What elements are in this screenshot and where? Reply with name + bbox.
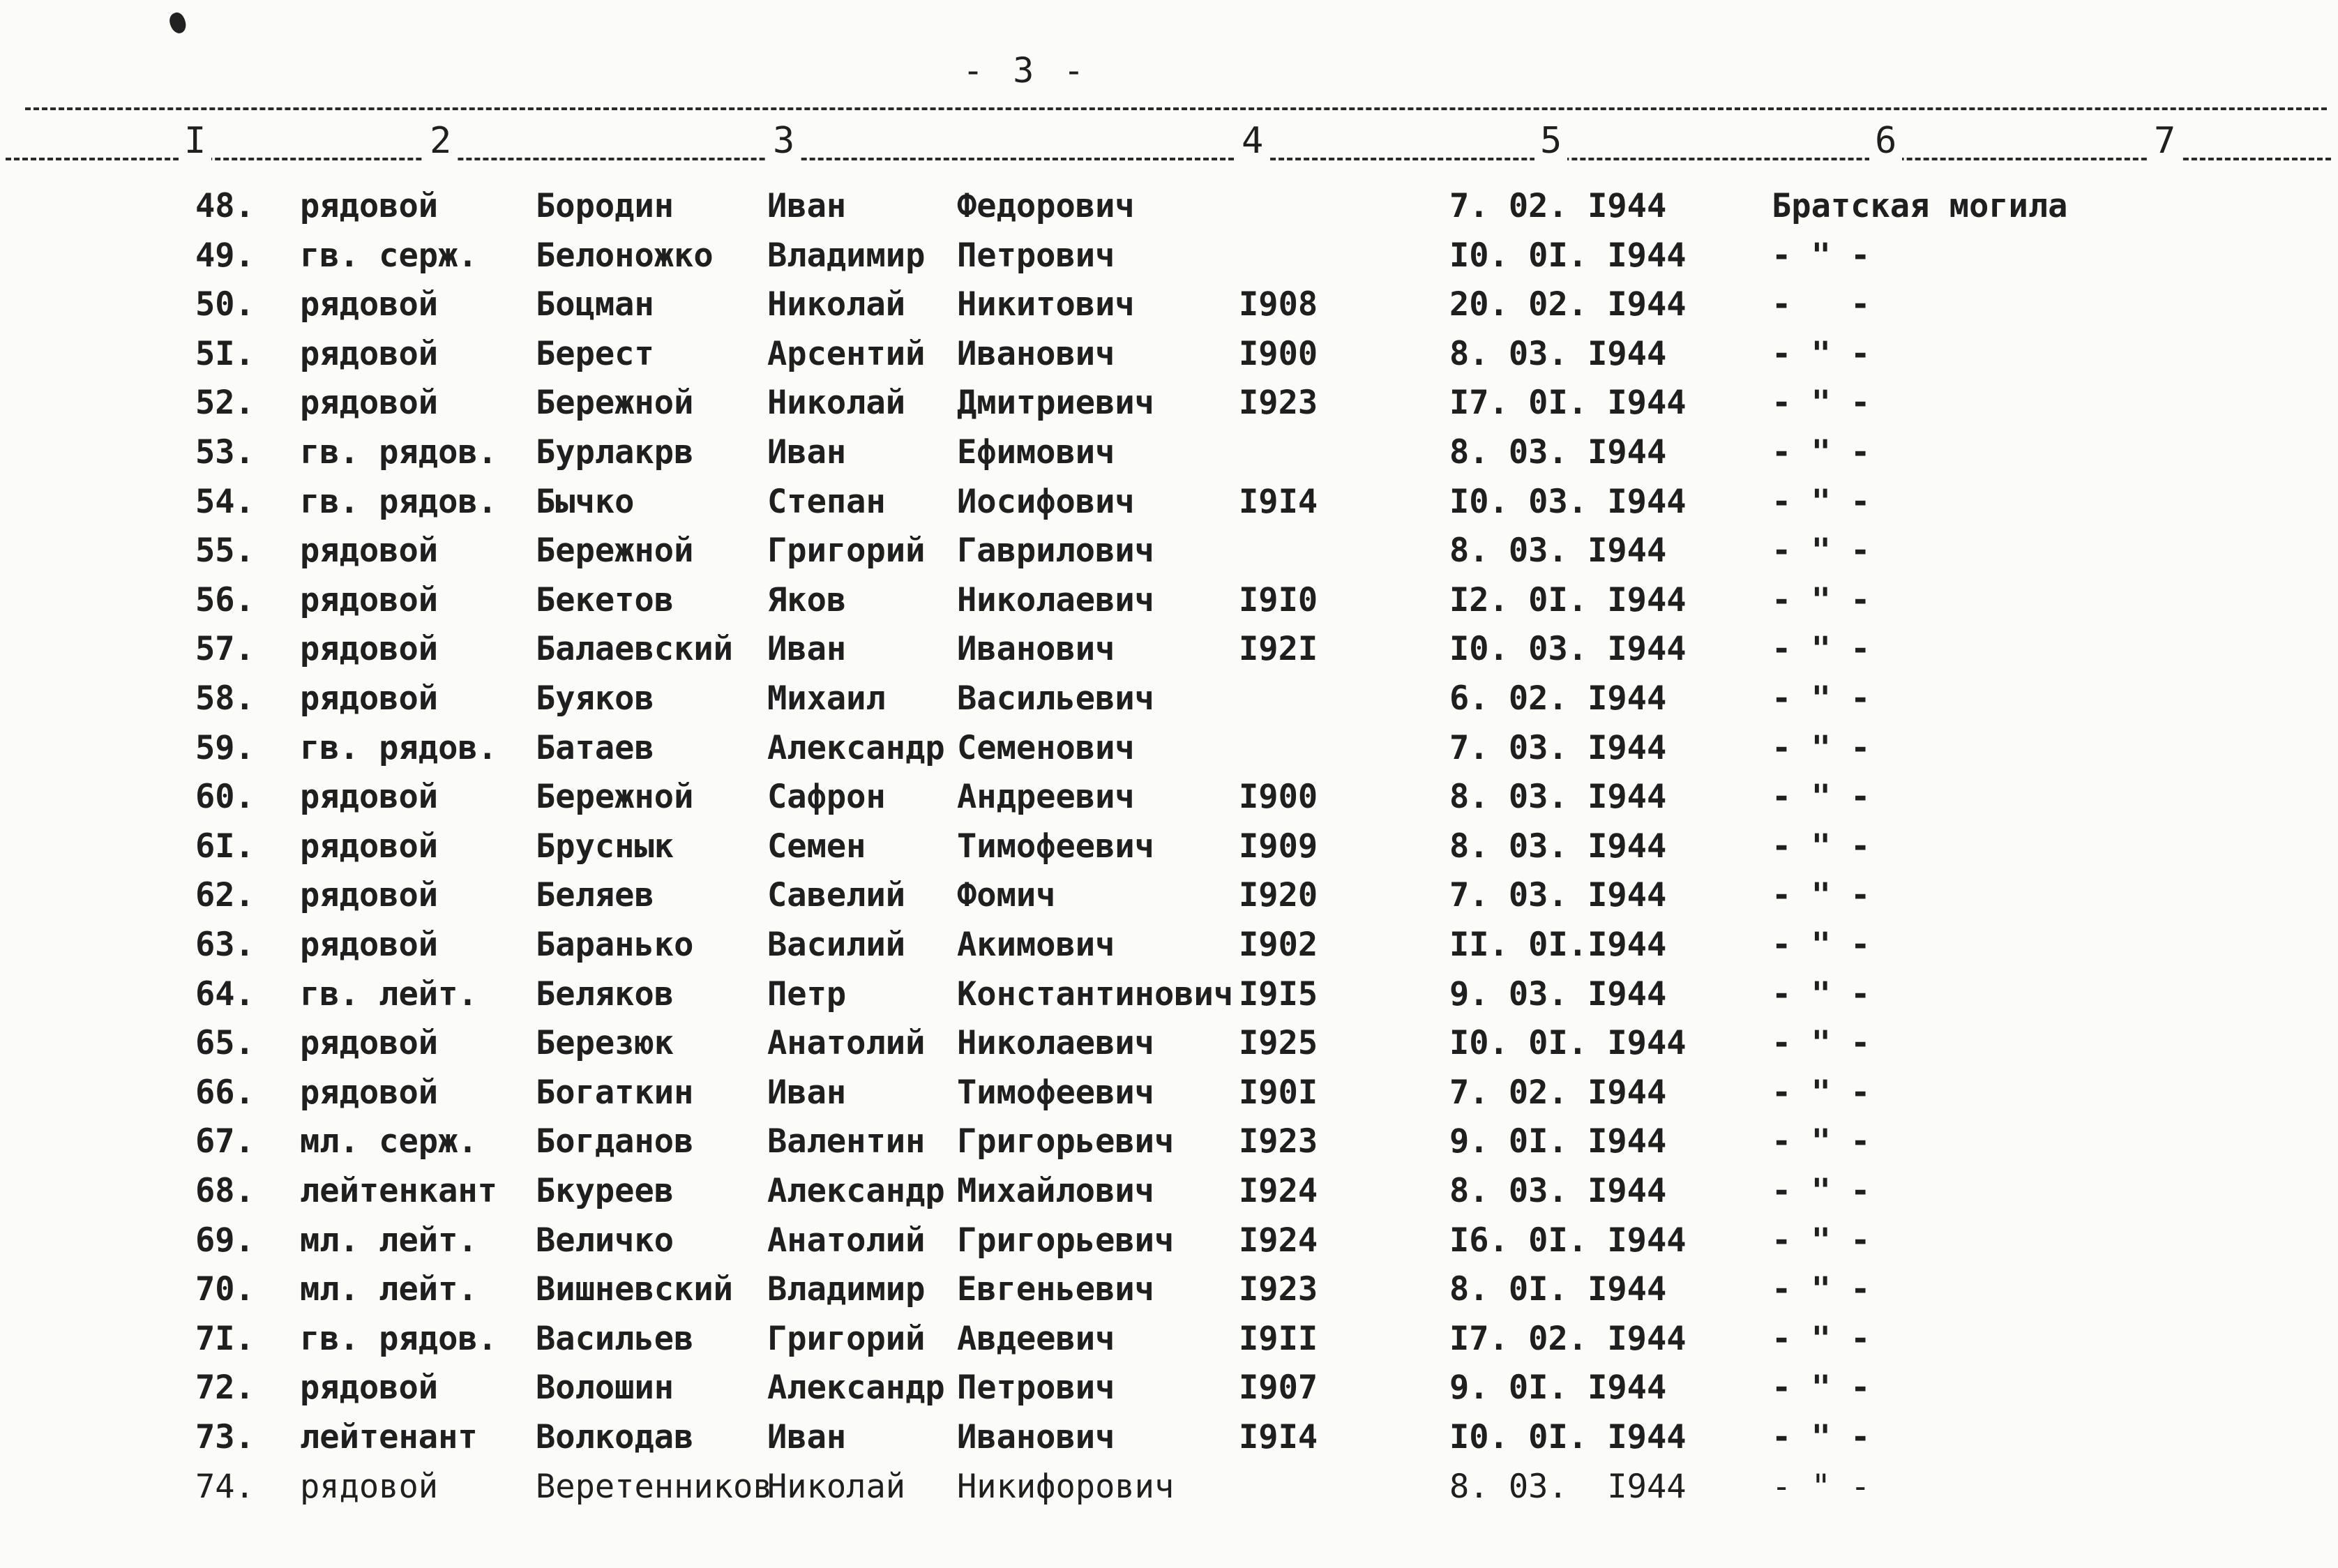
column-number-5: 5 (1534, 120, 1567, 162)
row-number: 56. (195, 581, 255, 619)
surname: Берест (536, 335, 654, 373)
birth-year: I9I5 (1239, 975, 1318, 1013)
death-date: I0. 0I. I944 (1449, 1024, 1687, 1062)
patronymic: Тимофеевич (957, 827, 1154, 866)
surname: Бкуреев (536, 1172, 674, 1210)
patronymic: Николаевич (957, 1024, 1154, 1062)
row-number: 53. (195, 433, 255, 472)
table-row (0, 630, 2338, 676)
rank: рядовой (300, 630, 439, 668)
table-row (0, 1073, 2338, 1120)
birth-year: I908 (1239, 285, 1318, 324)
rank: рядовой (300, 1468, 439, 1506)
burial-place: - " - (1772, 335, 1871, 373)
first-name: Арсентий (767, 335, 926, 373)
burial-place: - " - (1772, 236, 1871, 275)
surname: Бурлакрв (536, 433, 694, 472)
rank: гв. лейт. (300, 975, 478, 1013)
first-name: Иван (767, 187, 847, 225)
rank: рядовой (300, 581, 439, 619)
first-name: Иван (767, 630, 847, 668)
birth-year: I9I0 (1239, 581, 1318, 619)
rank: рядовой (300, 679, 439, 718)
first-name: Александр (767, 1369, 945, 1407)
death-date: 9. 0I. I944 (1449, 1369, 1667, 1407)
row-number: 55. (195, 532, 255, 570)
patronymic: Семенович (957, 729, 1135, 767)
rank: гв. серж. (300, 236, 478, 275)
table-row (0, 335, 2338, 381)
burial-place: - " - (1772, 1369, 1871, 1407)
first-name: Сафрон (767, 778, 886, 816)
row-number: 57. (195, 630, 255, 668)
table-row (0, 581, 2338, 627)
death-date: 8. 03. I944 (1449, 532, 1667, 570)
burial-place: - " - (1772, 926, 1871, 964)
first-name: Петр (767, 975, 847, 1013)
burial-place: - " - (1772, 1024, 1871, 1062)
surname: Богданов (536, 1122, 694, 1161)
first-name: Николай (767, 285, 906, 324)
patronymic: Федорович (957, 187, 1135, 225)
first-name: Иван (767, 1418, 847, 1456)
table-row (0, 1369, 2338, 1415)
row-number: 58. (195, 679, 255, 718)
rank: рядовой (300, 827, 439, 866)
surname: Бережной (536, 532, 694, 570)
row-number: 48. (195, 187, 255, 225)
row-number: 50. (195, 285, 255, 324)
table-row (0, 1468, 2338, 1514)
column-number-4: 4 (1236, 120, 1269, 162)
surname: Беляев (536, 876, 654, 914)
burial-place: - " - (1772, 827, 1871, 866)
column-number-3: 3 (767, 120, 800, 162)
table-row (0, 187, 2338, 233)
column-number-2: 2 (424, 120, 457, 162)
rank: мл. серж. (300, 1122, 478, 1161)
burial-place: - " - (1772, 1221, 1871, 1260)
table-row (0, 532, 2338, 578)
row-number: 49. (195, 236, 255, 275)
surname: Волошин (536, 1369, 674, 1407)
birth-year: I902 (1239, 926, 1318, 964)
death-date: 8. 03. I944 (1449, 1468, 1687, 1506)
surname: Бычко (536, 483, 635, 521)
patronymic: Евгеньевич (957, 1270, 1154, 1309)
burial-place: - " - (1772, 1073, 1871, 1112)
surname: Белоножко (536, 236, 714, 275)
table-row (0, 975, 2338, 1021)
table-row (0, 1270, 2338, 1316)
death-date: 8. 03. I944 (1449, 1172, 1667, 1210)
rank: гв. рядов. (300, 729, 497, 767)
burial-place: - " - (1772, 1172, 1871, 1210)
death-date: II. 0I.I944 (1449, 926, 1667, 964)
burial-place: Братская могила (1772, 187, 2068, 225)
surname: Бекетов (536, 581, 674, 619)
death-date: 9. 03. I944 (1449, 975, 1667, 1013)
surname: Бородин (536, 187, 674, 225)
death-date: I7. 0I. I944 (1449, 384, 1687, 422)
burial-place: - " - (1772, 1270, 1871, 1309)
first-name: Анатолий (767, 1221, 926, 1260)
table-row (0, 679, 2338, 725)
birth-year: I923 (1239, 384, 1318, 422)
row-number: 64. (195, 975, 255, 1013)
surname: Богаткин (536, 1073, 694, 1112)
burial-place: - " - (1772, 975, 1871, 1013)
surname: Беляков (536, 975, 674, 1013)
first-name: Степан (767, 483, 886, 521)
rank: рядовой (300, 876, 439, 914)
patronymic: Григорьевич (957, 1122, 1175, 1161)
header-rule-top (25, 107, 2327, 110)
patronymic: Васильевич (957, 679, 1154, 718)
burial-place: - " - (1772, 1468, 1871, 1506)
burial-place: - " - (1772, 532, 1871, 570)
burial-place: - " - (1772, 679, 1871, 718)
column-number-6: 6 (1869, 120, 1902, 162)
burial-place: - " - (1772, 729, 1871, 767)
birth-year: I923 (1239, 1122, 1318, 1161)
row-number: 74. (195, 1468, 255, 1506)
row-number: 52. (195, 384, 255, 422)
row-number: 63. (195, 926, 255, 964)
death-date: 20. 02. I944 (1449, 285, 1687, 324)
death-date: 8. 03. I944 (1449, 827, 1667, 866)
ink-speck (167, 10, 190, 36)
surname: Бруснык (536, 827, 674, 866)
death-date: 6. 02. I944 (1449, 679, 1667, 718)
patronymic: Авдеевич (957, 1320, 1115, 1358)
header-rule-bottom (6, 158, 2331, 160)
rank: рядовой (300, 1369, 439, 1407)
row-number: 60. (195, 778, 255, 816)
row-number: 69. (195, 1221, 255, 1260)
death-date: I0. 0I. I944 (1449, 236, 1687, 275)
first-name: Анатолий (767, 1024, 926, 1062)
death-date: 8. 03. I944 (1449, 335, 1667, 373)
row-number: 54. (195, 483, 255, 521)
patronymic: Иванович (957, 1418, 1115, 1456)
rank: рядовой (300, 532, 439, 570)
surname: Батаев (536, 729, 654, 767)
death-date: I0. 0I. I944 (1449, 1418, 1687, 1456)
death-date: 7. 02. I944 (1449, 1073, 1667, 1112)
burial-place: - " - (1772, 581, 1871, 619)
table-row (0, 236, 2338, 282)
first-name: Семен (767, 827, 866, 866)
surname: Васильев (536, 1320, 694, 1358)
patronymic: Гаврилович (957, 532, 1154, 570)
first-name: Владимир (767, 236, 926, 275)
patronymic: Петрович (957, 236, 1115, 275)
first-name: Григорий (767, 1320, 926, 1358)
surname: Бережной (536, 384, 694, 422)
surname: Веретенников (536, 1468, 773, 1506)
birth-year: I924 (1239, 1221, 1318, 1260)
row-number: 73. (195, 1418, 255, 1456)
birth-year: I90I (1239, 1073, 1318, 1112)
birth-year: I909 (1239, 827, 1318, 866)
patronymic: Григорьевич (957, 1221, 1175, 1260)
table-row (0, 1221, 2338, 1267)
death-date: I0. 03. I944 (1449, 630, 1687, 668)
birth-year: I9II (1239, 1320, 1318, 1358)
rank: гв. рядов. (300, 1320, 497, 1358)
column-number-7: 7 (2148, 120, 2181, 162)
first-name: Савелий (767, 876, 906, 914)
burial-place: - " - (1772, 384, 1871, 422)
table-row (0, 1024, 2338, 1070)
birth-year: I9I4 (1239, 1418, 1318, 1456)
rank: гв. рядов. (300, 433, 497, 472)
first-name: Валентин (767, 1122, 926, 1161)
patronymic: Петрович (957, 1369, 1115, 1407)
rank: рядовой (300, 384, 439, 422)
surname: Вишневский (536, 1270, 733, 1309)
patronymic: Дмитриевич (957, 384, 1154, 422)
page-number: - 3 - (963, 50, 1089, 91)
table-row (0, 1172, 2338, 1218)
first-name: Николай (767, 1468, 906, 1506)
row-number: 72. (195, 1369, 255, 1407)
death-date: 8. 03. I944 (1449, 433, 1667, 472)
patronymic: Фомич (957, 876, 1056, 914)
row-number: 65. (195, 1024, 255, 1062)
birth-year: I923 (1239, 1270, 1318, 1309)
burial-place: - " - (1772, 778, 1871, 816)
surname: Бережной (536, 778, 694, 816)
rank: мл. лейт. (300, 1270, 478, 1309)
table-row (0, 384, 2338, 430)
table-row (0, 1320, 2338, 1366)
first-name: Иван (767, 1073, 847, 1112)
birth-year: I9I4 (1239, 483, 1318, 521)
birth-year: I92I (1239, 630, 1318, 668)
rank: лейтенкант (300, 1172, 497, 1210)
first-name: Александр (767, 729, 945, 767)
death-date: I0. 03. I944 (1449, 483, 1687, 521)
table-row (0, 285, 2338, 331)
patronymic: Иосифович (957, 483, 1135, 521)
column-number-1: I (179, 120, 211, 162)
table-row (0, 433, 2338, 479)
table-row (0, 876, 2338, 922)
table-row (0, 926, 2338, 972)
death-date: 7. 03. I944 (1449, 876, 1667, 914)
row-number: 59. (195, 729, 255, 767)
patronymic: Андреевич (957, 778, 1135, 816)
burial-place: - " - (1772, 433, 1871, 472)
rank: рядовой (300, 187, 439, 225)
birth-year: I900 (1239, 335, 1318, 373)
patronymic: Никитович (957, 285, 1135, 324)
rank: рядовой (300, 778, 439, 816)
table-row (0, 1122, 2338, 1168)
row-number: 66. (195, 1073, 255, 1112)
death-date: I7. 02. I944 (1449, 1320, 1687, 1358)
first-name: Михаил (767, 679, 886, 718)
patronymic: Иванович (957, 335, 1115, 373)
table-row (0, 483, 2338, 529)
birth-year: I907 (1239, 1369, 1318, 1407)
row-number: 5I. (195, 335, 255, 373)
death-date: 7. 02. I944 (1449, 187, 1667, 225)
row-number: 6I. (195, 827, 255, 866)
death-date: 8. 03. I944 (1449, 778, 1667, 816)
death-date: 9. 0I. I944 (1449, 1122, 1667, 1161)
first-name: Иван (767, 433, 847, 472)
first-name: Александр (767, 1172, 945, 1210)
first-name: Яков (767, 581, 847, 619)
patronymic: Иванович (957, 630, 1115, 668)
burial-place: - - (1772, 285, 1871, 324)
table-row (0, 778, 2338, 824)
table-row (0, 827, 2338, 873)
first-name: Василий (767, 926, 906, 964)
surname: Балаевский (536, 630, 733, 668)
first-name: Николай (767, 384, 906, 422)
table-row (0, 1418, 2338, 1464)
death-date: I6. 0I. I944 (1449, 1221, 1687, 1260)
rank: рядовой (300, 285, 439, 324)
surname: Буяков (536, 679, 654, 718)
patronymic: Николаевич (957, 581, 1154, 619)
row-number: 7I. (195, 1320, 255, 1358)
surname: Величко (536, 1221, 674, 1260)
burial-place: - " - (1772, 876, 1871, 914)
burial-place: - " - (1772, 1418, 1871, 1456)
death-date: I2. 0I. I944 (1449, 581, 1687, 619)
row-number: 67. (195, 1122, 255, 1161)
rank: рядовой (300, 1024, 439, 1062)
surname: Березюк (536, 1024, 674, 1062)
rank: мл. лейт. (300, 1221, 478, 1260)
surname: Волкодав (536, 1418, 694, 1456)
burial-place: - " - (1772, 483, 1871, 521)
birth-year: I925 (1239, 1024, 1318, 1062)
surname: Боцман (536, 285, 654, 324)
first-name: Владимир (767, 1270, 926, 1309)
rank: лейтенант (300, 1418, 478, 1456)
surname: Баранько (536, 926, 694, 964)
row-number: 70. (195, 1270, 255, 1309)
birth-year: I924 (1239, 1172, 1318, 1210)
first-name: Григорий (767, 532, 926, 570)
patronymic: Михайлович (957, 1172, 1154, 1210)
patronymic: Константинович (957, 975, 1234, 1013)
death-date: 7. 03. I944 (1449, 729, 1667, 767)
patronymic: Акимович (957, 926, 1115, 964)
row-number: 62. (195, 876, 255, 914)
rank: рядовой (300, 1073, 439, 1112)
patronymic: Ефимович (957, 433, 1115, 472)
rank: рядовой (300, 335, 439, 373)
rank: рядовой (300, 926, 439, 964)
table-row (0, 729, 2338, 775)
birth-year: I920 (1239, 876, 1318, 914)
patronymic: Никифорович (957, 1468, 1175, 1506)
burial-place: - " - (1772, 630, 1871, 668)
row-number: 68. (195, 1172, 255, 1210)
burial-place: - " - (1772, 1320, 1871, 1358)
death-date: 8. 0I. I944 (1449, 1270, 1667, 1309)
burial-place: - " - (1772, 1122, 1871, 1161)
birth-year: I900 (1239, 778, 1318, 816)
rank: гв. рядов. (300, 483, 497, 521)
patronymic: Тимофеевич (957, 1073, 1154, 1112)
